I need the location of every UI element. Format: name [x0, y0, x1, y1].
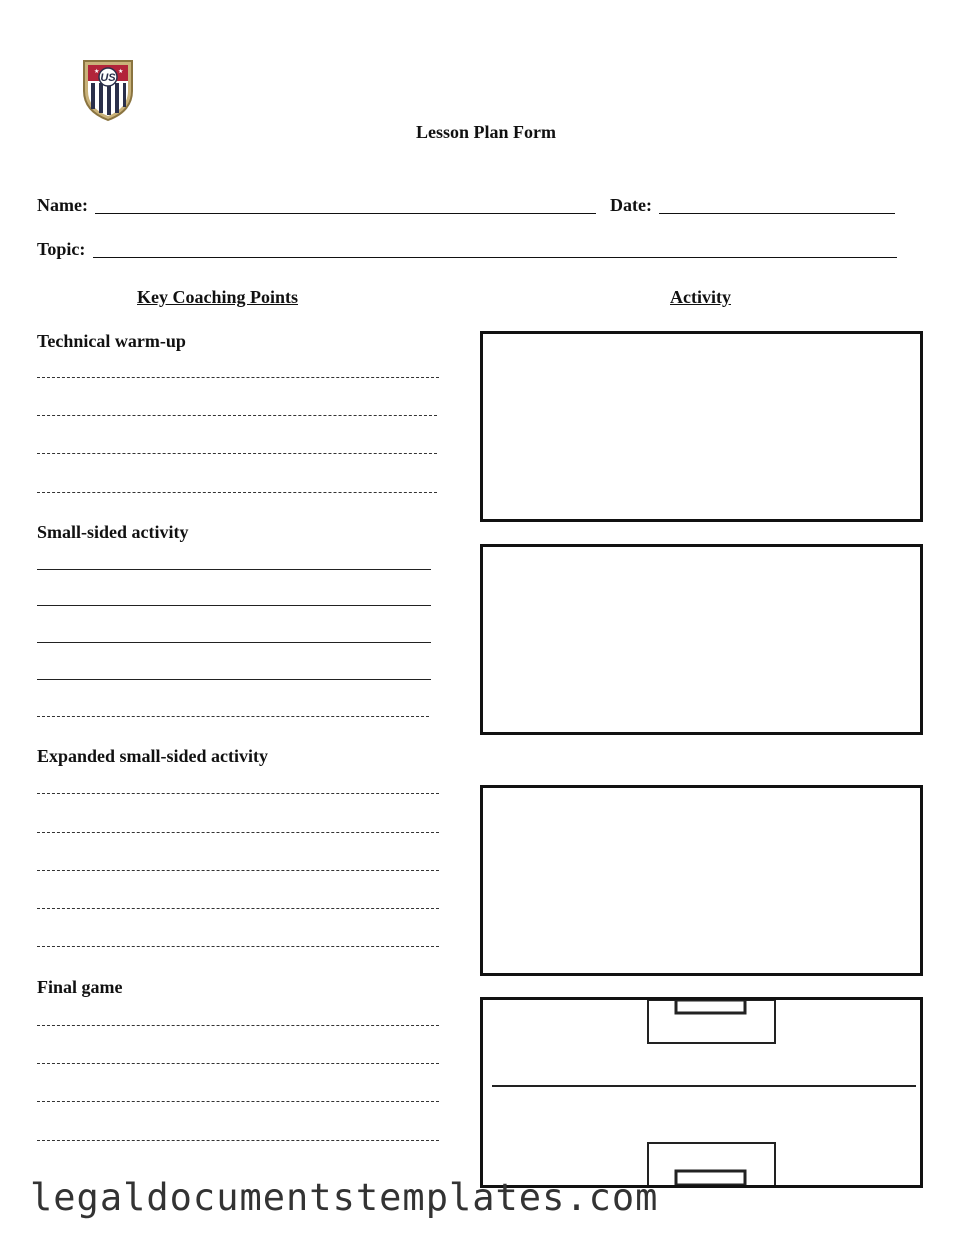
section-small-sided-activity-label: Small-sided activity [37, 522, 189, 542]
date-field[interactable] [659, 213, 895, 214]
coaching-point-line[interactable] [37, 605, 431, 606]
form-title: Lesson Plan Form [415, 122, 556, 142]
coaching-point-line[interactable] [37, 679, 431, 680]
svg-text:★: ★ [118, 69, 124, 75]
name-field[interactable] [95, 213, 596, 214]
coaching-point-line[interactable] [37, 569, 431, 570]
date-label: Date: [610, 195, 652, 215]
coaching-point-line[interactable] [37, 1140, 439, 1141]
coaching-point-line[interactable] [37, 716, 429, 717]
watermark-text: legaldocumentstemplates.com [30, 1176, 659, 1219]
coaching-point-line[interactable] [37, 377, 439, 378]
us-soccer-crest-logo [80, 57, 136, 123]
activity-box-warm-up[interactable] [480, 331, 923, 522]
coaching-point-line[interactable] [37, 1101, 439, 1102]
coaching-point-line[interactable] [37, 832, 439, 833]
section-expanded-small-sided-label: Expanded small-sided activity [37, 746, 269, 766]
section-technical-warm-up-label: Technical warm-up [37, 331, 186, 351]
coaching-point-line[interactable] [37, 453, 437, 454]
coaching-point-line[interactable] [37, 415, 437, 416]
coaching-point-line[interactable] [37, 908, 439, 909]
topic-field[interactable] [93, 257, 897, 258]
coaching-point-line[interactable] [37, 870, 439, 871]
coaching-point-line[interactable] [37, 946, 439, 947]
coaching-point-line[interactable] [37, 1063, 439, 1064]
svg-text:★: ★ [94, 69, 100, 75]
coaching-point-line[interactable] [37, 793, 439, 794]
key-coaching-points-heading: Key Coaching Points [137, 287, 299, 307]
activity-box-expanded[interactable] [480, 785, 923, 976]
coaching-point-line[interactable] [37, 642, 431, 643]
coaching-point-line[interactable] [37, 1025, 439, 1026]
activity-box-small-sided[interactable] [480, 544, 923, 735]
activity-heading: Activity [670, 287, 731, 307]
coaching-point-line[interactable] [37, 492, 437, 493]
soccer-field-diagram [483, 1000, 920, 1185]
name-label: Name: [37, 195, 88, 215]
activity-box-final-game[interactable] [480, 997, 923, 1188]
topic-label: Topic: [37, 239, 86, 259]
svg-text:US: US [100, 72, 116, 84]
section-final-game-label: Final game [37, 977, 123, 997]
